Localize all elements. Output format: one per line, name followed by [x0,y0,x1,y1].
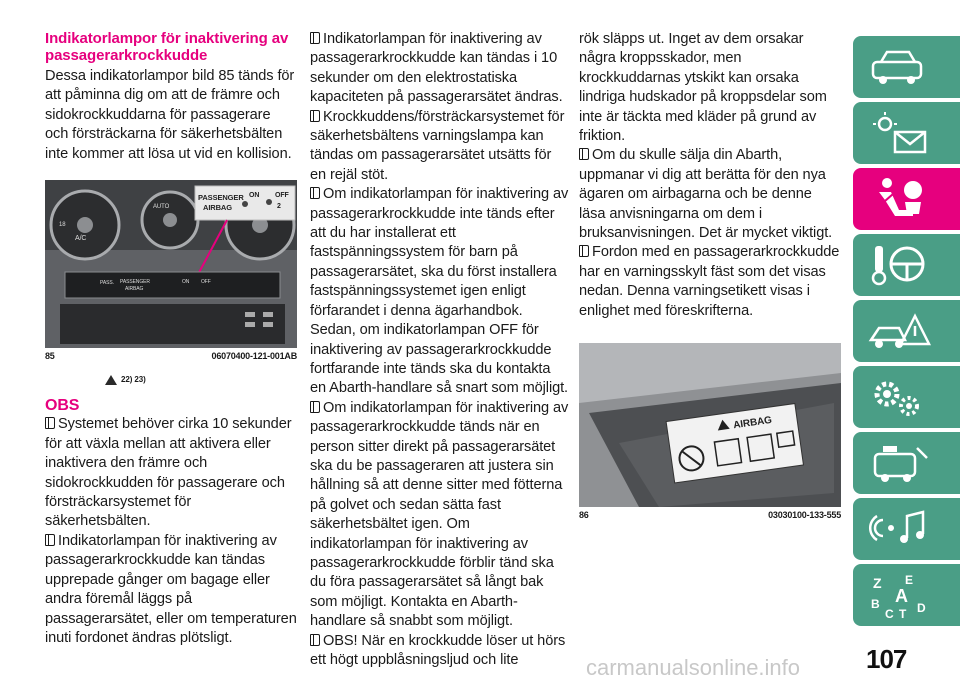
book-icon [310,634,320,646]
airbag-seat-icon [865,174,935,224]
book-icon [45,417,55,429]
dashboard-illustration [45,180,297,348]
figure-code: 03030100-133-555 [768,510,841,521]
figure-86-caption [579,509,841,521]
callout-airbag: AIRBAG [203,203,232,213]
book-icon [310,401,320,413]
obs-item: Indikatorlampan för inaktivering av passagerarkrockkudde kan tändas upprepade gånger om bagage eller andra föremål läggs på passagerarsätet, eller om temperaturen inuti fordonet ändras plötsligt. [45,532,297,646]
tab-car-info[interactable] [853,36,960,98]
note-item: OBS! När en krockkudde löser ut hörs ett högt uppblåsningsljud och lite [310,632,566,668]
section-heading: Indikatorlampor för inaktivering av passagerarkrockkudde [45,30,289,64]
intro-paragraph: Dessa indikatorlampor bild 85 tänds för att påminna dig om att de främre och sidokrockkuddarna för passagerare och försträckarna för säkerhetsbälten inte kommer att lösa ut vid en kollision. [45,68,295,162]
callout-2: 2 [277,203,281,211]
obs-heading: OBS [45,397,80,415]
index-letter: B [871,597,880,611]
column-left [45,30,297,648]
index-letter: A [895,586,908,606]
accident-warning-icon [865,306,935,356]
key-steering-wheel-icon [865,240,935,290]
car-info-icon [865,42,935,92]
callout-passenger: PASSENGER [198,193,244,203]
book-icon [579,148,589,160]
callout-on: ON [249,192,260,200]
figure-number: 86 [579,510,589,521]
note-item: Indikatorlampan för inaktivering av passagerarkrockkudde kan tändas i 10 sekunder om den elektrostatiska kapaciteten på passagerarsätet ändras. [310,31,563,106]
index-letter: E [905,573,914,587]
callout-off: OFF [275,192,289,200]
panel-off: OFF [201,279,211,286]
tab-accident[interactable] [853,300,960,362]
ac-label: A/C [75,235,87,243]
note-item: Fordon med en passagerarkrockkudde har en varningsskylt fäst som det visas nedan. Denna varningsetikett visas i enlighet med föreskrifterna. [579,244,840,319]
book-icon [310,32,320,44]
auto-label: AUTO [153,204,170,211]
figure-number: 85 [45,351,55,362]
figure-85-dashboard [45,180,297,348]
note-item: Om du skulle sälja din Abarth, uppmanar vi dig att berätta för den nya ägaren om airbagarna och be denne läsa anvisningarna om dem i bruksanvisningen. Det är mycket viktigt. [579,147,833,242]
figure-86-sun-visor [579,343,841,507]
alphabet-index-icon [865,570,935,620]
references-text: 22) 23) [121,375,146,385]
gears-maintenance-icon [865,372,935,422]
index-letter: C [885,607,894,620]
note-item: Om indikatorlampan för inaktivering av passagerarkrockkudde inte tänds efter att du har installerat ett fastspänningssystem för barn på passagerarsätet, ska du först installera fastspänningssystemet igen enligt förfarandet i denna ägarhandbok. Sedan, om indikatorlampan OFF för inaktivering av passagerarkrockkudde fortfarande inte tänds ska du kontakta en Abarth-handlare så snart som möjligt. [310,186,569,397]
warning-triangle-icon [105,375,117,385]
panel-pass: PASS. [100,280,114,287]
figure-85-caption [45,350,297,362]
page-number: 107 [866,644,907,674]
panel-on: ON [182,279,190,286]
watermark: carmanualsonline.info [586,655,801,678]
tab-key-steering[interactable] [853,234,960,296]
index-letter: Z [873,575,882,591]
warning-references [105,370,297,389]
panel-airbag: AIRBAG [125,286,144,293]
continued-paragraph: rök släpps ut. Inget av dem orsakar några kroppsskador, men krockkuddarnas ytskikt kan orsaka lindriga hudskador på kroppsdelar som inte är täckta med kläder på grund av friktion. [579,31,827,145]
index-letter: T [899,607,907,620]
book-icon [45,534,55,546]
column-middle [310,30,570,670]
book-icon [310,110,320,122]
tab-dashboard-lights[interactable] [853,102,960,164]
label-airbag-text: AIRBAG [732,415,773,432]
tab-technical-data[interactable] [853,432,960,494]
technical-data-icon [865,438,935,488]
book-icon [310,187,320,199]
figure-code: 06070400-121-001AB [211,351,297,362]
index-letter: D [917,601,926,615]
obs-item: Systemet behöver cirka 10 sekunder för att växla mellan att aktivera eller inaktivera den främre och sidokrockkudden för passagerare och försträckarsystemet för säkerhetsbälten. [45,416,292,530]
tab-airbag-seat-active[interactable] [853,168,960,230]
multimedia-icon [865,504,935,554]
note-item: Krockkuddens/försträckarsystemet för säkerhetsbältens varningslampa kan tändas om passagerarsätet utsätts för en rejäl stöt. [310,108,565,183]
note-item: Om indikatorlampan för inaktivering av passagerarkrockkudde tänds när en person sitter direkt på passagerarsätet ska du be passageraren att justera sin hållning så att denne sitter med fötterna på golvet och sedan sätta fast säkerhetsbältet igen. Om indikatorlampan för inaktivering av passagerarkrockkudde förblir tänd ska du föra passagerarsätet så långt bak som möjligt. Kontakta en Abarth-handlare så snabbt som möjligt. [310,399,569,630]
panel-passenger: PASSENGER [120,279,150,286]
tab-multimedia[interactable] [853,498,960,560]
tab-maintenance[interactable] [853,366,960,428]
sun-visor-illustration [579,343,841,507]
dashboard-lights-icon [865,108,935,158]
column-right [579,30,841,521]
temp-label: 18 [59,222,66,229]
book-icon [579,245,589,257]
tab-alphabet-index[interactable] [853,564,960,626]
